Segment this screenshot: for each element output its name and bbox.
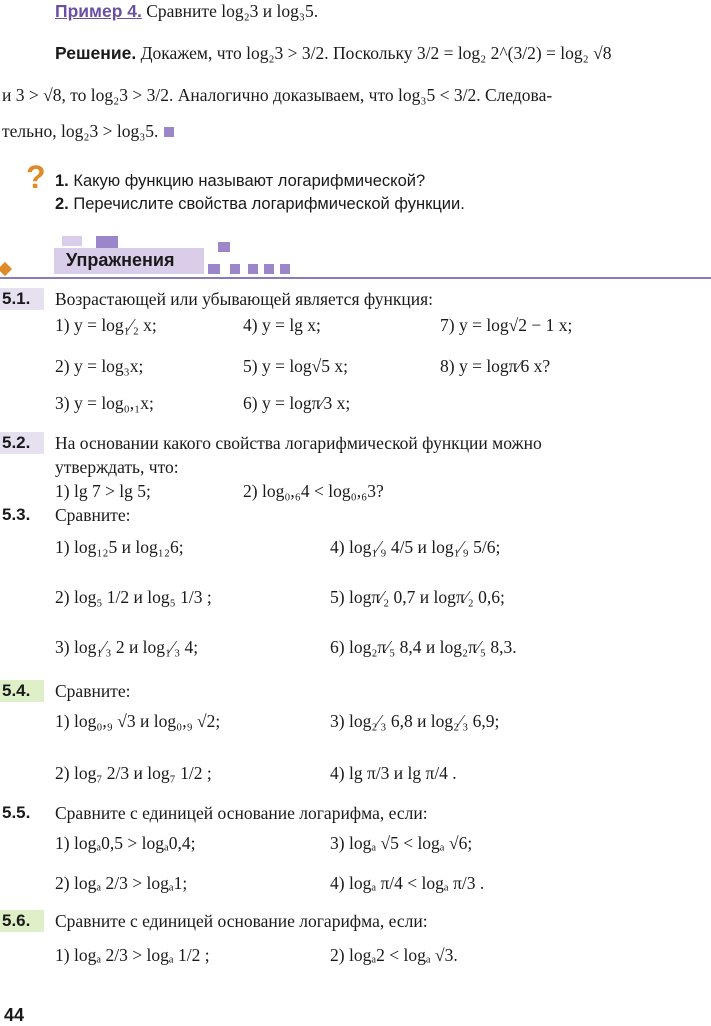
exercise-item: 3) y = log₀,₁x; [55, 393, 154, 413]
header-decoration [248, 264, 258, 274]
example-title: Пример 4. [55, 1, 142, 21]
exercise-item: 1) log₀,₉ √3 и log₀,₉ √2; [55, 711, 221, 731]
solution-line-3 [2, 120, 174, 142]
exercise-item: 2) log₇ 2/3 и log₇ 1/2 ; [55, 763, 212, 783]
header-decoration [218, 242, 230, 252]
exercise-item: 4) logₐ π/4 < logₐ π/3 . [330, 873, 485, 893]
exercise-item: 1) log₁₂5 и log₁₂6; [55, 537, 184, 557]
exercise-item: 6) y = logπ⁄3 x; [243, 393, 351, 413]
question-1-num: 1. [55, 172, 69, 190]
exercise-number: 5.1. [0, 288, 44, 310]
exercise-number: 5.6. [0, 910, 44, 932]
exercise-number: 5.5. [2, 803, 31, 822]
header-decoration [264, 264, 274, 274]
exercise-item: 2) logₐ 2/3 > logₐ1; [55, 873, 188, 893]
exercise-item: 8) y = logπ⁄6 x? [440, 356, 551, 376]
question-2 [55, 193, 465, 215]
header-decoration [208, 264, 220, 274]
exercise-item: 4) log₁⁄₉ 4/5 и log₁⁄₉ 5/6; [330, 537, 501, 557]
exercise-item: 6) log₂π⁄₅ 8,4 и log₂π⁄₅ 8,3. [330, 637, 517, 657]
solution-line-2: и 3 > √8, то log₂3 > 3/2. Аналогично доказываем, что log₃5 < 3/2. Следова- [2, 85, 553, 105]
exercise-item: 2) y = log₃x; [55, 356, 144, 376]
exercise-item: 1) lg 7 > lg 5; [55, 481, 151, 501]
end-of-proof-square [164, 127, 174, 137]
exercise-item: 3) log₂⁄₃ 6,8 и log₂⁄₃ 6,9; [330, 711, 500, 731]
example-text: Сравните log₂3 и log₃5. [141, 1, 319, 21]
solution-text-1: Докажем, что log₂3 > 3/2. Поскольку 3/2 = log₂ 2^(3/2) = log₂ √8 [136, 43, 612, 63]
exercise-title: Сравните с единицей основание логарифма, если: [55, 911, 428, 931]
exercise-item: 2) logₐ2 < logₐ √3. [330, 945, 458, 965]
exercise-title: Сравните: [55, 681, 131, 701]
exercise-title: Сравните: [55, 505, 131, 525]
exercise-item: 2) log₀,₆4 < log₀,₆3? [243, 481, 384, 501]
exercise-item: 2) log₅ 1/2 и log₅ 1/3 ; [55, 587, 212, 607]
solution-text-3: тельно, log₂3 > log₃5. [2, 121, 159, 141]
exercise-title: На основании какого свойства логарифмической функции можно [55, 433, 542, 453]
svg-text:?: ? [26, 160, 46, 194]
header-decoration [230, 264, 240, 274]
solution-label: Решение. [55, 43, 137, 63]
exercise-item: 1) logₐ0,5 > logₐ0,4; [55, 833, 196, 853]
question-1 [55, 170, 425, 192]
exercise-item: 5) y = log√5 x; [243, 356, 349, 376]
header-decoration [62, 236, 82, 246]
exercise-title-cont: утверждать, что: [55, 457, 179, 477]
exercise-item: 4) lg π/3 и lg π/4 . [330, 763, 457, 783]
header-decoration [96, 236, 118, 248]
section-rule [0, 277, 711, 279]
question-mark-icon [24, 160, 50, 194]
exercise-title: Сравните с единицей основание логарифма, если: [55, 803, 428, 823]
exercise-item: 1) y = log₁⁄₂ x; [55, 315, 157, 335]
section-title: Упражнения [66, 250, 175, 270]
exercise-title: Возрастающей или убывающей является функция: [55, 289, 434, 309]
exercise-item: 3) logₐ √5 < logₐ √6; [330, 833, 473, 853]
section-diamond-icon [0, 262, 12, 276]
exercise-number: 5.3. [2, 505, 31, 524]
solution-line-1 [55, 42, 611, 64]
exercise-item: 3) log₁⁄₃ 2 и log₁⁄₃ 4; [55, 637, 199, 657]
question-2-text: Перечислите свойства логарифмической функции. [68, 195, 465, 213]
exercise-number: 5.4. [0, 680, 44, 702]
question-1-text: Какую функцию называют логарифмической? [68, 172, 426, 190]
question-2-num: 2. [55, 195, 69, 213]
example-heading [55, 0, 318, 22]
header-decoration [280, 264, 290, 274]
exercise-item: 5) logπ⁄₂ 0,7 и logπ⁄₂ 0,6; [330, 587, 505, 607]
page-number: 44 [4, 1005, 25, 1025]
exercise-item: 4) y = lg x; [243, 315, 321, 335]
exercise-item: 1) logₐ 2/3 > logₐ 1/2 ; [55, 945, 210, 965]
exercise-item: 7) y = log√2 − 1 x; [440, 315, 573, 335]
exercise-number: 5.2. [0, 432, 44, 454]
